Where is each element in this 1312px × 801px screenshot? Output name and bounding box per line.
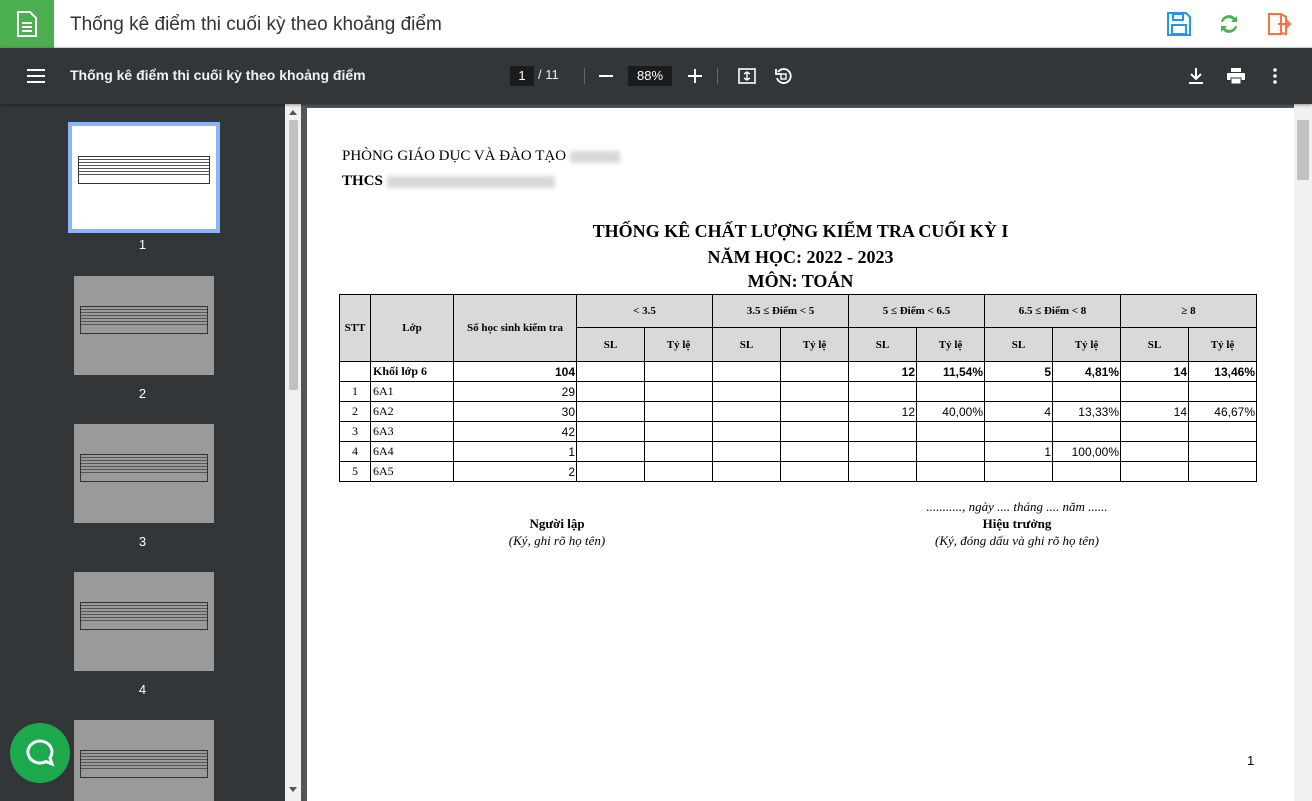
table-cell: 30 — [454, 402, 577, 422]
sidebar-scrollbar-thumb[interactable] — [289, 120, 298, 390]
table-row — [340, 362, 1257, 382]
header-range-3: 5 ≤ Điểm < 6.5 — [849, 295, 985, 328]
table-cell: 4,81% — [1053, 362, 1121, 382]
table-cell: 2 — [454, 462, 577, 482]
table-cell: 6A2 — [371, 402, 454, 422]
table-cell: 100,00% — [1053, 442, 1121, 462]
table-cell — [577, 402, 645, 422]
thumbnail-label: 4 — [138, 682, 147, 697]
table-cell: 12 — [849, 362, 917, 382]
header-sl: SL — [1121, 328, 1189, 362]
page-number-input[interactable]: 1 — [510, 66, 534, 86]
header-sl: SL — [577, 328, 645, 362]
header-range-2: 3.5 ≤ Điểm < 5 — [713, 295, 849, 328]
table-cell: 6A1 — [371, 382, 454, 402]
table-cell — [1189, 442, 1257, 462]
table-cell: 14 — [1121, 402, 1189, 422]
print-icon[interactable] — [1226, 66, 1246, 86]
table-cell: 14 — [1121, 362, 1189, 382]
header-stt: STT — [340, 295, 371, 362]
header-tyle: Tỷ lệ — [1053, 328, 1121, 362]
table-cell — [849, 422, 917, 442]
table-cell — [645, 362, 713, 382]
table-cell — [849, 382, 917, 402]
table-cell — [645, 382, 713, 402]
header-tyle: Tỷ lệ — [781, 328, 849, 362]
viewer-scrollbar-thumb[interactable] — [1297, 120, 1309, 180]
table-cell — [713, 382, 781, 402]
thumbnail-label: 3 — [138, 534, 147, 549]
pdf-viewer — [301, 104, 1312, 801]
table-cell — [340, 362, 371, 382]
header-sl: SL — [985, 328, 1053, 362]
table-cell: 46,67% — [1189, 402, 1257, 422]
menu-icon[interactable] — [24, 64, 48, 88]
header-tyle: Tỷ lệ — [1189, 328, 1257, 362]
doc-title: Thống kê điểm thi cuối kỳ theo khoảng điểm — [70, 67, 366, 83]
table-cell — [577, 442, 645, 462]
page-total: / 11 — [538, 67, 559, 82]
table-cell — [1189, 422, 1257, 442]
page-number: 1 — [1247, 753, 1255, 768]
viewer-scrollbar[interactable] — [1294, 104, 1312, 801]
table-cell: 4 — [985, 402, 1053, 422]
scroll-up-arrow[interactable] — [289, 110, 297, 115]
table-cell — [713, 402, 781, 422]
document-app-icon — [0, 0, 54, 48]
table-cell — [781, 402, 849, 422]
redacted-text — [387, 176, 555, 188]
report-title: THỐNG KÊ CHẤT LƯỢNG KIỂM TRA CUỐI KỲ I — [592, 221, 1009, 241]
table-cell: 6A3 — [371, 422, 454, 442]
page-thumbnail[interactable] — [74, 424, 214, 523]
department-header — [342, 148, 620, 165]
table-cell: 42 — [454, 422, 577, 442]
table-cell — [713, 442, 781, 462]
table-cell — [849, 462, 917, 482]
page-thumbnail[interactable] — [68, 122, 220, 233]
table-cell — [713, 422, 781, 442]
table-cell — [645, 402, 713, 422]
header-range-4: 6.5 ≤ Điểm < 8 — [985, 295, 1121, 328]
table-cell — [577, 422, 645, 442]
table-cell — [1053, 382, 1121, 402]
table-cell — [713, 462, 781, 482]
table-cell: Khối lớp 6 — [371, 362, 454, 382]
table-cell: 1 — [454, 442, 577, 462]
table-cell — [917, 462, 985, 482]
table-cell — [713, 362, 781, 382]
scroll-down-arrow[interactable] — [289, 787, 297, 792]
table-cell — [577, 462, 645, 482]
table-cell: 12 — [849, 402, 917, 422]
table-cell — [1053, 462, 1121, 482]
table-cell — [985, 382, 1053, 402]
sig-right-title: Hiệu trưởng — [982, 516, 1052, 531]
header-sl: SL — [849, 328, 917, 362]
table-cell: 5 — [985, 362, 1053, 382]
save-icon[interactable] — [1165, 10, 1193, 38]
header-range-1: < 3.5 — [577, 295, 713, 328]
header-tyle: Tỷ lệ — [645, 328, 713, 362]
table-cell — [917, 422, 985, 442]
table-cell — [1053, 422, 1121, 442]
subject: MÔN: TOÁN — [747, 271, 854, 291]
table-cell — [1121, 442, 1189, 462]
table-cell: 13,46% — [1189, 362, 1257, 382]
table-cell — [577, 382, 645, 402]
table-cell — [1121, 462, 1189, 482]
table-row — [340, 422, 1257, 442]
download-icon[interactable] — [1186, 66, 1206, 86]
table-cell — [985, 422, 1053, 442]
window-titlebar — [0, 0, 1312, 48]
table-cell: 1 — [985, 442, 1053, 462]
table-cell: 13,33% — [1053, 402, 1121, 422]
header-range-5: ≥ 8 — [1121, 295, 1257, 328]
window-title: Thống kê điểm thi cuối kỳ theo khoảng điểm — [70, 14, 442, 35]
table-cell: 29 — [454, 382, 577, 402]
table-cell — [645, 442, 713, 462]
thumbnail-label: 1 — [138, 237, 147, 252]
table-cell — [917, 382, 985, 402]
page-thumbnail[interactable] — [74, 720, 214, 801]
table-cell — [1189, 382, 1257, 402]
table-cell — [1121, 382, 1189, 402]
stats-table — [339, 294, 1257, 482]
fit-page-icon[interactable] — [737, 66, 757, 86]
chat-support-button[interactable] — [10, 723, 70, 783]
table-cell — [849, 442, 917, 462]
table-cell: 104 — [454, 362, 577, 382]
more-options-icon[interactable] — [1265, 66, 1285, 86]
chat-bubble-icon — [25, 738, 55, 768]
table-cell: 1 — [340, 382, 371, 402]
school-year: NĂM HỌC: 2022 - 2023 — [707, 247, 894, 267]
header-sl: SL — [713, 328, 781, 362]
zoom-out-icon[interactable] — [596, 66, 616, 86]
table-cell: 5 — [340, 462, 371, 482]
school-text: THCS — [342, 173, 383, 189]
redacted-text — [570, 151, 620, 163]
table-cell — [577, 362, 645, 382]
refresh-icon[interactable] — [1215, 10, 1243, 38]
sig-left-title: Người lập — [529, 516, 585, 531]
table-cell — [781, 362, 849, 382]
pdf-toolbar — [0, 48, 1312, 104]
table-cell — [985, 462, 1053, 482]
sig-left-sub: (Ký, ghi rõ họ tên) — [508, 533, 606, 548]
date-line: ..........., ngày .... tháng .... năm ...... — [926, 499, 1108, 514]
exit-icon[interactable] — [1265, 10, 1293, 38]
school-header — [342, 173, 555, 190]
table-cell — [917, 442, 985, 462]
table-cell: 2 — [340, 402, 371, 422]
table-cell — [645, 462, 713, 482]
table-row — [340, 442, 1257, 462]
table-cell — [645, 422, 713, 442]
table-cell: 4 — [340, 442, 371, 462]
header-lop: Lớp — [371, 295, 454, 362]
table-cell — [1189, 462, 1257, 482]
table-cell — [781, 422, 849, 442]
table-cell: 3 — [340, 422, 371, 442]
thumbnail-sidebar — [0, 104, 285, 801]
zoom-in-icon[interactable] — [685, 66, 705, 86]
divider — [584, 68, 585, 84]
divider — [717, 68, 718, 84]
zoom-input[interactable]: 88% — [628, 66, 672, 86]
table-cell: 6A4 — [371, 442, 454, 462]
table-row — [340, 462, 1257, 482]
header-tyle: Tỷ lệ — [917, 328, 985, 362]
table-cell — [781, 382, 849, 402]
table-row — [340, 402, 1257, 422]
table-cell — [781, 462, 849, 482]
sig-right-sub: (Ký, đóng dấu và ghi rõ họ tên) — [935, 533, 1099, 548]
pdf-page — [307, 108, 1294, 801]
page-thumbnail[interactable] — [74, 276, 214, 375]
page-thumbnail[interactable] — [74, 572, 214, 671]
table-row — [340, 382, 1257, 402]
rotate-icon[interactable] — [773, 66, 793, 86]
table-cell: 40,00% — [917, 402, 985, 422]
table-cell: 6A5 — [371, 462, 454, 482]
thumbnail-label: 2 — [138, 386, 147, 401]
header-so-hs: Số học sinh kiểm tra — [454, 295, 577, 362]
department-text: PHÒNG GIÁO DỤC VÀ ĐÀO TẠO — [342, 148, 567, 164]
table-cell: 11,54% — [917, 362, 985, 382]
table-cell — [1121, 422, 1189, 442]
table-cell — [781, 442, 849, 462]
